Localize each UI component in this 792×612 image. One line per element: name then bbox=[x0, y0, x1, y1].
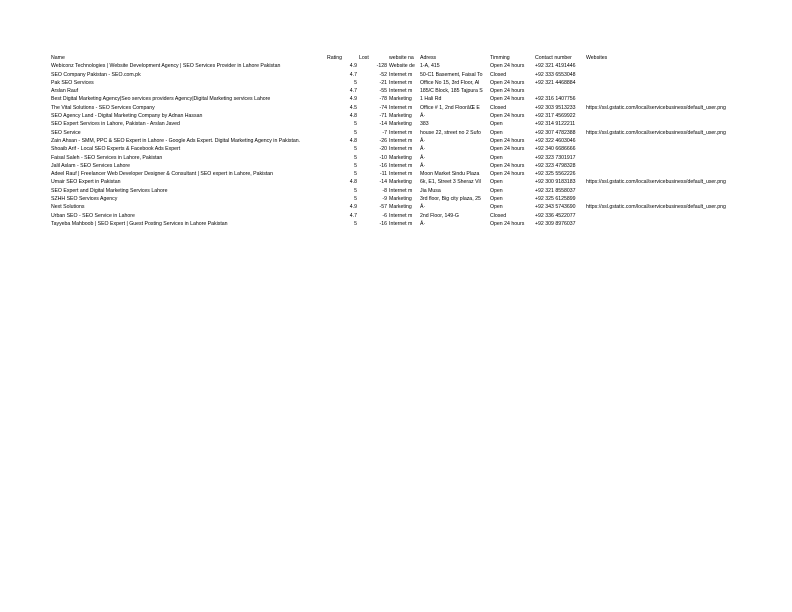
cell-website-name: Website de bbox=[389, 63, 415, 70]
table-row bbox=[50, 187, 747, 195]
cell-website-link: https://ssl.gstatic.com/local/servicebusiness/default_user.png bbox=[586, 104, 726, 111]
cell-timing: Open 24 hours bbox=[490, 146, 525, 153]
cell-rating: 4.9 bbox=[349, 204, 357, 211]
table-row bbox=[50, 162, 747, 170]
cell-timing: Open 24 hours bbox=[490, 88, 525, 95]
cell-address: 1-A, 415 bbox=[420, 63, 440, 70]
cell-rating: 4.8 bbox=[349, 113, 357, 120]
table-row bbox=[50, 87, 747, 95]
cell-lost: -21 bbox=[379, 79, 387, 86]
cell-website-name: Internet m bbox=[389, 187, 413, 194]
cell-rating: 4.9 bbox=[349, 96, 357, 103]
cell-contact: +92 323 4798328 bbox=[535, 162, 576, 169]
cell-contact: +92 317 4569922 bbox=[535, 113, 576, 120]
table-row bbox=[50, 203, 747, 211]
cell-timing: Open 24 hours bbox=[490, 79, 525, 86]
cell-timing: Open bbox=[490, 204, 503, 211]
cell-website-name: Marketing bbox=[389, 121, 412, 128]
table-row bbox=[50, 178, 747, 186]
cell-timing: Open bbox=[490, 154, 503, 161]
cell-website-link bbox=[585, 120, 747, 128]
table-body bbox=[50, 62, 747, 228]
cell-website-name: Internet m bbox=[389, 104, 413, 111]
cell-lost: -14 bbox=[379, 121, 387, 128]
table-row bbox=[50, 95, 747, 103]
cell-website-name: Marketing bbox=[389, 96, 412, 103]
cell-rating: 4.7 bbox=[349, 88, 357, 95]
cell-website-link bbox=[585, 137, 747, 145]
cell-website-name: Marketing bbox=[389, 196, 412, 203]
cell-rating: 5 bbox=[354, 146, 357, 153]
cell-website-link bbox=[585, 187, 747, 195]
cell-rating: 4.9 bbox=[349, 63, 357, 70]
cell-timing: Closed bbox=[490, 212, 507, 219]
cell-contact: +92 325 6125899 bbox=[535, 196, 576, 203]
cell-lost: -7 bbox=[382, 129, 387, 136]
cell-contact: +92 323 7301917 bbox=[535, 154, 576, 161]
cell-rating: 5 bbox=[354, 154, 357, 161]
table-row bbox=[50, 137, 747, 145]
cell-website-name: Marketing bbox=[389, 113, 412, 120]
cell-rating: 5 bbox=[354, 121, 357, 128]
cell-rating: 4.8 bbox=[349, 137, 357, 144]
cell-website-name: Marketing bbox=[389, 154, 412, 161]
table-row bbox=[50, 71, 747, 79]
table-row bbox=[50, 112, 747, 120]
cell-lost: -71 bbox=[379, 113, 387, 120]
cell-timing: Closed bbox=[490, 71, 507, 78]
cell-name: Tayyeba Mahboob | SEO Expert | Guest Posting Services in Lahore Pakistan bbox=[51, 220, 228, 227]
cell-rating: 5 bbox=[354, 171, 357, 178]
cell-website-name: Internet m bbox=[389, 137, 413, 144]
cell-website-link bbox=[585, 62, 747, 70]
cell-contact bbox=[534, 87, 585, 95]
cell-website-name: Internet m bbox=[389, 171, 413, 178]
header-name: Name bbox=[51, 55, 65, 61]
cell-website-link bbox=[585, 154, 747, 162]
cell-website-name: Internet m bbox=[389, 220, 413, 227]
cell-contact: +92 316 1407756 bbox=[535, 96, 576, 103]
cell-lost: -74 bbox=[379, 104, 387, 111]
cell-website-link bbox=[585, 145, 747, 153]
cell-rating: 4.8 bbox=[349, 179, 357, 186]
header-website-name: website na bbox=[389, 55, 414, 61]
cell-website-link bbox=[585, 95, 747, 103]
cell-website-name: Marketing bbox=[389, 179, 412, 186]
cell-website-name: Marketing bbox=[389, 204, 412, 211]
cell-name: Adeel Rauf | Freelancer Web Developer Designer & Consultant | SEO expert in Lahore, Pakistan bbox=[51, 171, 274, 178]
table-row bbox=[50, 62, 747, 70]
header-websites: Websites bbox=[586, 55, 608, 61]
cell-rating: 5 bbox=[354, 129, 357, 136]
cell-timing: Open bbox=[490, 129, 503, 136]
table-row bbox=[50, 220, 747, 228]
cell-website-name: Internet m bbox=[389, 71, 413, 78]
cell-timing: Open 24 hours bbox=[490, 171, 525, 178]
cell-website-link: https://ssl.gstatic.com/local/servicebusiness/default_user.png bbox=[586, 204, 726, 211]
cell-lost: -9 bbox=[382, 196, 387, 203]
cell-address: 185/C Block, 185 Tajpura S bbox=[420, 88, 483, 95]
cell-address: Office # 1, 2nd FloorâŒ E bbox=[420, 104, 480, 111]
cell-contact: +92 340 6686666 bbox=[535, 146, 576, 153]
cell-lost: -26 bbox=[379, 137, 387, 144]
cell-website-link bbox=[585, 195, 747, 203]
cell-contact: +92 325 5562226 bbox=[535, 171, 576, 178]
cell-name: SEO Expert and Digital Marketing Services Lahore bbox=[51, 187, 168, 194]
cell-lost: -16 bbox=[379, 220, 387, 227]
header-timing: Timming bbox=[490, 55, 510, 61]
header-address: Adress bbox=[420, 55, 437, 61]
cell-address: Â· bbox=[420, 137, 426, 144]
cell-timing: Open 24 hours bbox=[490, 137, 525, 144]
cell-website-link: https://ssl.gstatic.com/local/servicebusiness/default_user.png bbox=[586, 129, 726, 136]
table-row bbox=[50, 145, 747, 153]
cell-lost: -14 bbox=[379, 179, 387, 186]
cell-rating: 4.7 bbox=[349, 71, 357, 78]
cell-lost: -57 bbox=[379, 204, 387, 211]
cell-lost: -6 bbox=[382, 212, 387, 219]
cell-website-name: Internet m bbox=[389, 146, 413, 153]
table-row bbox=[50, 154, 747, 162]
cell-lost: -20 bbox=[379, 146, 387, 153]
table-row bbox=[50, 120, 747, 128]
cell-timing: Open bbox=[490, 121, 503, 128]
cell-timing: Open 24 hours bbox=[490, 220, 525, 227]
cell-name: Jalil Aslam - SEO Services Lahore bbox=[51, 162, 130, 169]
cell-website-link bbox=[585, 162, 747, 170]
cell-website-name: Internet m bbox=[389, 212, 413, 219]
table-row bbox=[50, 170, 747, 178]
cell-timing: Open 24 hours bbox=[490, 113, 525, 120]
cell-website-link bbox=[585, 87, 747, 95]
data-table bbox=[50, 54, 747, 228]
cell-timing: Open bbox=[490, 196, 503, 203]
cell-contact: +92 333 6553048 bbox=[535, 71, 576, 78]
cell-contact: +92 321 8558037 bbox=[535, 187, 576, 194]
cell-timing: Open bbox=[490, 187, 503, 194]
cell-address: 2nd Floor, 149-G bbox=[420, 212, 459, 219]
cell-contact: +92 336 4522077 bbox=[535, 212, 576, 219]
cell-rating: 5 bbox=[354, 220, 357, 227]
cell-address: Â· bbox=[420, 146, 426, 153]
table-row bbox=[50, 212, 747, 220]
cell-rating: 5 bbox=[354, 162, 357, 169]
cell-lost: -78 bbox=[379, 96, 387, 103]
cell-website-link: https://ssl.gstatic.com/local/servicebusiness/default_user.png bbox=[586, 179, 726, 186]
cell-website-link bbox=[585, 212, 747, 220]
cell-website-name: Internet m bbox=[389, 162, 413, 169]
cell-contact: +92 303 9513233 bbox=[535, 104, 576, 111]
cell-address: 3rd floor, Big city plaza, 25 bbox=[420, 196, 481, 203]
cell-address: 383 bbox=[420, 121, 429, 128]
cell-name: Umair SEO Expert in Pakistan bbox=[51, 179, 121, 186]
cell-lost: -8 bbox=[382, 187, 387, 194]
cell-contact: +92 307 4782388 bbox=[535, 129, 576, 136]
cell-name: SEO Expert Services in Lahore, Pakistan - Arslan Javed bbox=[51, 121, 180, 128]
cell-contact: +92 309 8976037 bbox=[535, 220, 576, 227]
cell-contact: +92 314 9122211 bbox=[535, 121, 576, 128]
cell-rating: 5 bbox=[354, 187, 357, 194]
cell-name: Best Digital Marketing Agency|Seo services providers Agency|Digital Marketing services Lahore bbox=[51, 96, 271, 103]
cell-name: Zain Ahsan - SMM, PPC & SEO Expert in Lahore - Google Ads Expert. Digital Marketing Agency in Pakistan. bbox=[51, 137, 301, 144]
cell-name: SEO Company Pakistan - SEO.com.pk bbox=[51, 71, 141, 78]
cell-lost: -128 bbox=[376, 63, 387, 70]
cell-contact: +92 322 4603046 bbox=[535, 137, 576, 144]
cell-website-link bbox=[585, 71, 747, 79]
table-row bbox=[50, 79, 747, 87]
header-row bbox=[50, 54, 747, 62]
cell-name: SEO Agency Land - Digital Marketing Company by Adnan Hassan bbox=[51, 113, 203, 120]
cell-timing: Open 24 hours bbox=[490, 63, 525, 70]
cell-lost: -52 bbox=[379, 71, 387, 78]
cell-address: 6k, E1, Street 3 Sheraz Vil bbox=[420, 179, 481, 186]
cell-name: Pak SEO Services bbox=[51, 79, 94, 86]
table-row bbox=[50, 129, 747, 137]
cell-contact: +92 343 5743690 bbox=[535, 204, 576, 211]
cell-address: Â· bbox=[420, 113, 426, 120]
cell-website-link bbox=[585, 112, 747, 120]
cell-rating: 5 bbox=[354, 79, 357, 86]
cell-timing: Closed bbox=[490, 104, 507, 111]
cell-contact: +92 321 4191446 bbox=[535, 63, 576, 70]
cell-name: SEO Service bbox=[51, 129, 81, 136]
cell-rating: 4.7 bbox=[349, 212, 357, 219]
cell-lost: -55 bbox=[379, 88, 387, 95]
cell-lost: -10 bbox=[379, 154, 387, 161]
table-row bbox=[50, 195, 747, 203]
cell-name: The Vital Solutions - SEO Services Company bbox=[51, 104, 155, 111]
cell-timing: Open 24 hours bbox=[490, 96, 525, 103]
cell-address: Â· bbox=[420, 162, 426, 169]
cell-name: Next Solutions bbox=[51, 204, 85, 211]
cell-address: house 22, street no 2 Sufo bbox=[420, 129, 481, 136]
cell-website-link bbox=[585, 79, 747, 87]
cell-website-name: Internet m bbox=[389, 79, 413, 86]
cell-contact: +92 300 9183183 bbox=[535, 179, 576, 186]
cell-address: Jia Musa bbox=[420, 187, 441, 194]
cell-name: SZHH SEO Services Agency bbox=[51, 196, 118, 203]
cell-timing: Open bbox=[490, 179, 503, 186]
cell-name: Webiconz Technologies | Website Development Agency | SEO Services Provider in Lahore Pakistan bbox=[51, 63, 281, 70]
header-lost: Lost bbox=[359, 55, 369, 61]
cell-contact: +92 321 4468884 bbox=[535, 79, 576, 86]
table-row bbox=[50, 104, 747, 112]
cell-name: Urban SEO - SEO Service in Lahore bbox=[51, 212, 135, 219]
cell-address: Moon Market Sindu Plaza bbox=[420, 171, 480, 178]
cell-website-name: Internet m bbox=[389, 88, 413, 95]
cell-lost: -16 bbox=[379, 162, 387, 169]
cell-rating: 5 bbox=[354, 196, 357, 203]
cell-timing: Open 24 hours bbox=[490, 162, 525, 169]
cell-address: 50-C1 Basement, Faisal To bbox=[420, 71, 483, 78]
cell-website-link bbox=[585, 170, 747, 178]
header-contact: Contact number bbox=[535, 55, 572, 61]
cell-name: Arslan Rauf bbox=[51, 88, 79, 95]
cell-address: Â· bbox=[420, 220, 426, 227]
cell-address: Office No 15, 3rd Floor, Al bbox=[420, 79, 480, 86]
cell-name: Faisal Saleh - SEO Services in Lahore, Pakistan bbox=[51, 154, 163, 161]
cell-address: Â· bbox=[420, 154, 426, 161]
cell-website-name: Internet m bbox=[389, 129, 413, 136]
cell-lost: -11 bbox=[379, 171, 387, 178]
cell-name: Shoaib Arif - Local SEO Experts & Facebook Ads Expert bbox=[51, 146, 181, 153]
cell-address: 1 Hali Rd bbox=[420, 96, 442, 103]
header-rating: Rating bbox=[327, 55, 342, 61]
cell-address: Â· bbox=[420, 204, 426, 211]
cell-rating: 4.5 bbox=[349, 104, 357, 111]
cell-website-link bbox=[585, 220, 747, 228]
